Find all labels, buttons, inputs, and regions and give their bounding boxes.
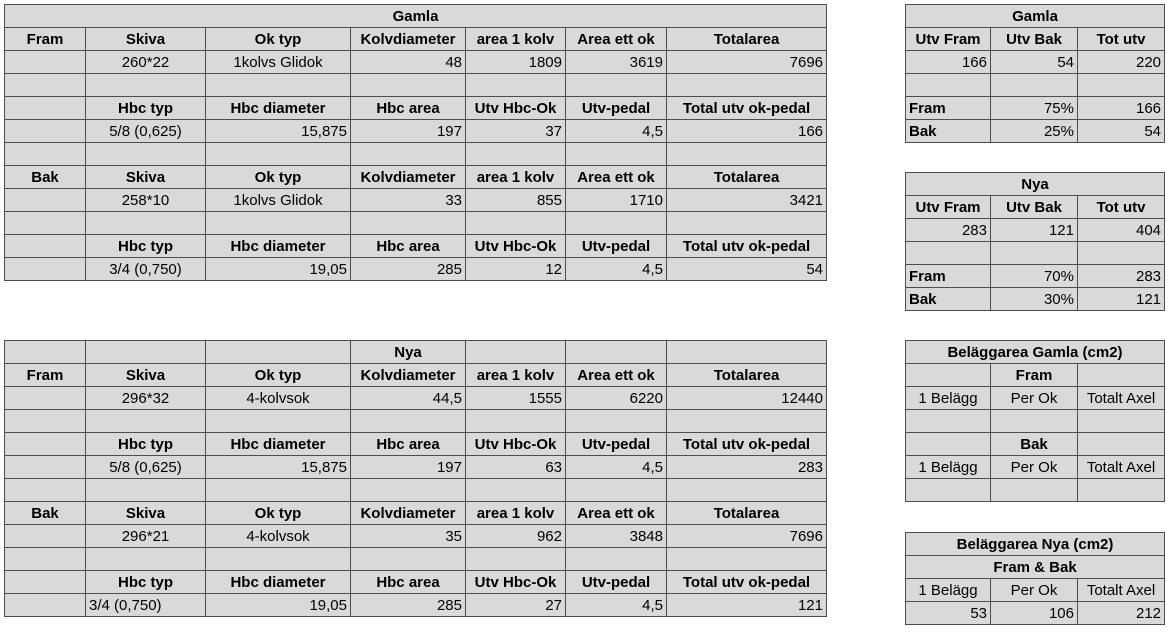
nya-summary-title-row	[906, 173, 1165, 196]
value-cell[interactable]: 33	[351, 189, 466, 212]
empty-cell[interactable]	[566, 410, 667, 433]
nya-table	[4, 340, 827, 617]
header-cell[interactable]: Hbc area	[351, 433, 466, 456]
header-cell[interactable]: Utv Hbc-Ok	[466, 571, 566, 594]
nya-fram-hbc-header-row	[5, 433, 827, 456]
value-cell[interactable]: 212	[1078, 602, 1165, 625]
header-cell[interactable]: Area ett ok	[566, 502, 667, 525]
header-cell[interactable]: Total utv ok-pedal	[667, 97, 827, 120]
gamla-fram-hbc-values-row	[5, 120, 827, 143]
empty-cell[interactable]	[466, 74, 566, 97]
empty-cell[interactable]	[86, 548, 206, 571]
value-cell[interactable]: 1 Belägg	[906, 456, 991, 479]
empty-cell[interactable]	[667, 143, 827, 166]
empty-cell[interactable]	[5, 143, 86, 166]
header-cell[interactable]: Hbc diameter	[206, 235, 351, 258]
empty-row	[5, 548, 827, 571]
belagg-nya-table	[905, 532, 1165, 625]
value-cell[interactable]: 166	[1078, 97, 1165, 120]
header-cell[interactable]: Ok typ	[206, 166, 351, 189]
header-cell[interactable]: area 1 kolv	[466, 166, 566, 189]
value-cell[interactable]: 7696	[667, 525, 827, 548]
value-cell[interactable]: 30%	[991, 288, 1078, 311]
header-cell[interactable]: area 1 kolv	[466, 364, 566, 387]
value-cell[interactable]: Per Ok	[991, 387, 1078, 410]
header-cell[interactable]: Tot utv	[1078, 196, 1165, 219]
value-cell[interactable]: 25%	[991, 120, 1078, 143]
gamla-title-row	[5, 5, 827, 28]
empty-cell[interactable]	[5, 433, 86, 456]
value-cell[interactable]: 12440	[667, 387, 827, 410]
nya-summary-title[interactable]: Nya	[906, 173, 1165, 196]
empty-cell[interactable]	[566, 341, 667, 364]
nya-summary-values-row	[906, 219, 1165, 242]
value-cell[interactable]: 54	[991, 51, 1078, 74]
gamla-summary-bak-row	[906, 120, 1165, 143]
header-cell[interactable]: Totalarea	[667, 166, 827, 189]
empty-cell[interactable]	[86, 143, 206, 166]
empty-row	[5, 74, 827, 97]
belagg-nya-subtitle[interactable]: Fram & Bak	[906, 556, 1165, 579]
value-cell[interactable]: 4,5	[566, 456, 667, 479]
empty-cell[interactable]	[466, 479, 566, 502]
value-cell[interactable]: 258*10	[86, 189, 206, 212]
empty-cell[interactable]	[1078, 242, 1165, 265]
empty-row	[5, 479, 827, 502]
row-label[interactable]: Bak	[906, 120, 991, 143]
value-cell[interactable]: 197	[351, 456, 466, 479]
value-cell[interactable]: 283	[906, 219, 991, 242]
empty-cell[interactable]	[906, 364, 991, 387]
header-cell[interactable]: Totalarea	[667, 364, 827, 387]
header-cell[interactable]: Kolvdiameter	[351, 28, 466, 51]
empty-cell[interactable]	[466, 341, 566, 364]
header-cell[interactable]: Utv-pedal	[566, 433, 667, 456]
value-cell[interactable]: Totalt Axel	[1078, 456, 1165, 479]
gamla-summary-fram-row	[906, 97, 1165, 120]
header-cell[interactable]: Hbc diameter	[206, 433, 351, 456]
header-cell[interactable]: Hbc typ	[86, 571, 206, 594]
empty-cell[interactable]	[906, 74, 991, 97]
value-cell[interactable]: 1kolvs Glidok	[206, 51, 351, 74]
value-cell[interactable]: 37	[466, 120, 566, 143]
gamla-fram-header-row	[5, 28, 827, 51]
empty-cell[interactable]	[906, 479, 991, 502]
gamla-bak-hbc-values-row	[5, 258, 827, 281]
empty-cell[interactable]	[5, 410, 86, 433]
empty-cell[interactable]	[5, 120, 86, 143]
header-cell[interactable]: Area ett ok	[566, 364, 667, 387]
header-cell[interactable]: Hbc diameter	[206, 97, 351, 120]
belagg-nya-subtitle-row	[906, 556, 1165, 579]
header-cell[interactable]: Skiva	[86, 502, 206, 525]
gamla-fram-label[interactable]: Fram	[5, 28, 86, 51]
value-cell[interactable]: 1710	[566, 189, 667, 212]
header-cell[interactable]: Hbc typ	[86, 433, 206, 456]
header-cell[interactable]: Kolvdiameter	[351, 364, 466, 387]
empty-cell[interactable]	[1078, 410, 1165, 433]
belagg-nya-title[interactable]: Beläggarea Nya (cm2)	[906, 533, 1165, 556]
gamla-bak-label[interactable]: Bak	[5, 166, 86, 189]
nya-fram-label[interactable]: Fram	[5, 364, 86, 387]
row-label[interactable]: Fram	[906, 97, 991, 120]
empty-cell[interactable]	[351, 479, 466, 502]
empty-cell[interactable]	[206, 74, 351, 97]
nya-fram-values-row	[5, 387, 827, 410]
empty-cell[interactable]	[566, 212, 667, 235]
value-cell[interactable]: 1555	[466, 387, 566, 410]
value-cell[interactable]: 7696	[667, 51, 827, 74]
belagg-gamla-bak-label-row	[906, 433, 1165, 456]
empty-cell[interactable]	[566, 74, 667, 97]
row-label[interactable]: Fram	[906, 265, 991, 288]
belagg-nya-header-row	[906, 579, 1165, 602]
value-cell[interactable]: 285	[351, 594, 466, 617]
row-label[interactable]: Bak	[906, 288, 991, 311]
empty-cell[interactable]	[206, 341, 351, 364]
header-cell[interactable]: Hbc area	[351, 571, 466, 594]
empty-cell[interactable]	[991, 74, 1078, 97]
header-cell[interactable]: Hbc area	[351, 97, 466, 120]
empty-cell[interactable]	[667, 74, 827, 97]
gamla-fram-values-row	[5, 51, 827, 74]
value-cell[interactable]: 106	[991, 602, 1078, 625]
nya-summary-fram-row	[906, 265, 1165, 288]
nya-title-row	[5, 341, 827, 364]
empty-cell[interactable]	[906, 433, 991, 456]
belagg-gamla-bak-row	[906, 456, 1165, 479]
header-cell[interactable]: Utv-pedal	[566, 235, 667, 258]
value-cell[interactable]: 855	[466, 189, 566, 212]
header-cell[interactable]: Tot utv	[1078, 28, 1165, 51]
empty-cell[interactable]	[566, 548, 667, 571]
value-cell[interactable]: 19,05	[206, 594, 351, 617]
empty-cell[interactable]	[86, 479, 206, 502]
value-cell[interactable]: 220	[1078, 51, 1165, 74]
value-cell[interactable]: 166	[906, 51, 991, 74]
empty-cell[interactable]	[5, 74, 86, 97]
header-cell[interactable]: Area ett ok	[566, 166, 667, 189]
empty-cell[interactable]	[5, 189, 86, 212]
header-cell[interactable]: Hbc typ	[86, 235, 206, 258]
value-cell[interactable]: 260*22	[86, 51, 206, 74]
gamla-fram-hbc-header-row	[5, 97, 827, 120]
header-cell[interactable]: Total utv ok-pedal	[667, 433, 827, 456]
empty-cell[interactable]	[5, 51, 86, 74]
section-label[interactable]: Fram	[991, 364, 1078, 387]
value-cell[interactable]: 5/8 (0,625)	[86, 456, 206, 479]
empty-cell[interactable]	[991, 479, 1078, 502]
value-cell[interactable]: 1809	[466, 51, 566, 74]
header-cell[interactable]: Utv Hbc-Ok	[466, 235, 566, 258]
empty-cell[interactable]	[5, 456, 86, 479]
value-cell[interactable]: 4-kolvsok	[206, 387, 351, 410]
value-cell[interactable]: 962	[466, 525, 566, 548]
value-cell[interactable]: 404	[1078, 219, 1165, 242]
header-cell[interactable]: Totalarea	[667, 28, 827, 51]
empty-cell[interactable]	[991, 242, 1078, 265]
empty-row	[906, 410, 1165, 433]
header-cell[interactable]: Utv-pedal	[566, 97, 667, 120]
value-cell[interactable]: 35	[351, 525, 466, 548]
empty-row	[906, 242, 1165, 265]
empty-cell[interactable]	[1078, 433, 1165, 456]
empty-cell[interactable]	[906, 410, 991, 433]
nya-bak-values-row	[5, 525, 827, 548]
gamla-title[interactable]: Gamla	[5, 5, 827, 28]
nya-summary-bak-row	[906, 288, 1165, 311]
value-cell[interactable]: 27	[466, 594, 566, 617]
value-cell[interactable]: 1 Belägg	[906, 387, 991, 410]
empty-cell[interactable]	[5, 571, 86, 594]
header-cell[interactable]: Utv Bak	[991, 28, 1078, 51]
value-cell[interactable]: 53	[906, 602, 991, 625]
gamla-summary-header-row	[906, 28, 1165, 51]
gamla-bak-hbc-header-row	[5, 235, 827, 258]
empty-cell[interactable]	[86, 74, 206, 97]
belagg-nya-title-row	[906, 533, 1165, 556]
value-cell[interactable]: 3619	[566, 51, 667, 74]
header-cell[interactable]: Hbc diameter	[206, 571, 351, 594]
value-cell[interactable]: 19,05	[206, 258, 351, 281]
value-cell[interactable]: 296*21	[86, 525, 206, 548]
empty-cell[interactable]	[5, 341, 86, 364]
value-cell[interactable]: 121	[667, 594, 827, 617]
empty-cell[interactable]	[466, 548, 566, 571]
empty-cell[interactable]	[5, 258, 86, 281]
empty-cell[interactable]	[206, 548, 351, 571]
empty-cell[interactable]	[5, 97, 86, 120]
value-cell[interactable]: 63	[466, 456, 566, 479]
empty-cell[interactable]	[906, 242, 991, 265]
empty-row	[906, 74, 1165, 97]
empty-cell[interactable]	[86, 341, 206, 364]
value-cell[interactable]: 296*32	[86, 387, 206, 410]
empty-cell[interactable]	[667, 341, 827, 364]
empty-cell[interactable]	[5, 548, 86, 571]
nya-bak-header-row	[5, 502, 827, 525]
value-cell[interactable]: 4,5	[566, 594, 667, 617]
empty-cell[interactable]	[5, 479, 86, 502]
value-cell[interactable]: Per Ok	[991, 456, 1078, 479]
belagg-gamla-title[interactable]: Beläggarea Gamla (cm2)	[906, 341, 1165, 364]
gamla-table	[4, 4, 827, 281]
header-cell[interactable]: Total utv ok-pedal	[667, 235, 827, 258]
empty-cell[interactable]	[206, 143, 351, 166]
value-cell[interactable]: 3421	[667, 189, 827, 212]
header-cell[interactable]: Utv Bak	[991, 196, 1078, 219]
value-cell[interactable]: 1kolvs Glidok	[206, 189, 351, 212]
empty-cell[interactable]	[351, 548, 466, 571]
nya-summary-table	[905, 172, 1165, 311]
empty-cell[interactable]	[86, 212, 206, 235]
empty-cell[interactable]	[566, 143, 667, 166]
empty-cell[interactable]	[5, 212, 86, 235]
empty-cell[interactable]	[351, 212, 466, 235]
value-cell[interactable]: 5/8 (0,625)	[86, 120, 206, 143]
empty-row	[5, 212, 827, 235]
empty-cell[interactable]	[991, 410, 1078, 433]
header-cell[interactable]: Skiva	[86, 28, 206, 51]
header-cell[interactable]: Utv Hbc-Ok	[466, 97, 566, 120]
nya-summary-header-row	[906, 196, 1165, 219]
value-cell[interactable]: 70%	[991, 265, 1078, 288]
header-cell[interactable]: Kolvdiameter	[351, 502, 466, 525]
empty-cell[interactable]	[466, 143, 566, 166]
header-cell[interactable]: Skiva	[86, 364, 206, 387]
value-cell[interactable]: 15,875	[206, 120, 351, 143]
header-cell[interactable]: Ok typ	[206, 364, 351, 387]
value-cell[interactable]: Per Ok	[991, 579, 1078, 602]
value-cell[interactable]: 166	[667, 120, 827, 143]
empty-cell[interactable]	[466, 410, 566, 433]
gamla-summary-title[interactable]: Gamla	[906, 5, 1165, 28]
value-cell[interactable]: 75%	[991, 97, 1078, 120]
value-cell[interactable]: 283	[667, 456, 827, 479]
value-cell[interactable]: 197	[351, 120, 466, 143]
value-cell[interactable]: 283	[1078, 265, 1165, 288]
belagg-nya-values-row	[906, 602, 1165, 625]
gamla-summary-values-row	[906, 51, 1165, 74]
empty-cell[interactable]	[667, 548, 827, 571]
empty-cell[interactable]	[667, 479, 827, 502]
value-cell[interactable]: 285	[351, 258, 466, 281]
value-cell[interactable]: Totalt Axel	[1078, 387, 1165, 410]
gamla-bak-header-row	[5, 166, 827, 189]
nya-bak-hbc-values-row	[5, 594, 827, 617]
value-cell[interactable]: 6220	[566, 387, 667, 410]
belagg-gamla-fram-row	[906, 387, 1165, 410]
empty-cell[interactable]	[5, 387, 86, 410]
empty-cell[interactable]	[206, 410, 351, 433]
header-cell[interactable]: Kolvdiameter	[351, 166, 466, 189]
empty-row	[906, 479, 1165, 502]
gamla-summary-table	[905, 4, 1165, 143]
empty-cell[interactable]	[1078, 479, 1165, 502]
value-cell[interactable]: 54	[667, 258, 827, 281]
value-cell[interactable]: Totalt Axel	[1078, 579, 1165, 602]
header-cell[interactable]: Ok typ	[206, 502, 351, 525]
gamla-summary-title-row	[906, 5, 1165, 28]
value-cell[interactable]: 3848	[566, 525, 667, 548]
header-cell[interactable]: Utv Fram	[906, 28, 991, 51]
value-cell[interactable]: 48	[351, 51, 466, 74]
value-cell[interactable]: 3/4 (0,750)	[86, 594, 206, 617]
empty-cell[interactable]	[5, 235, 86, 258]
belagg-gamla-title-row	[906, 341, 1165, 364]
gamla-bak-values-row	[5, 189, 827, 212]
section-label[interactable]: Bak	[991, 433, 1078, 456]
empty-cell[interactable]	[351, 143, 466, 166]
empty-cell[interactable]	[1078, 74, 1165, 97]
header-cell[interactable]: Hbc typ	[86, 97, 206, 120]
empty-cell[interactable]	[667, 410, 827, 433]
value-cell[interactable]: 15,875	[206, 456, 351, 479]
header-cell[interactable]: Total utv ok-pedal	[667, 571, 827, 594]
value-cell[interactable]: 4,5	[566, 120, 667, 143]
header-cell[interactable]: Ok typ	[206, 28, 351, 51]
empty-cell[interactable]	[5, 594, 86, 617]
nya-bak-hbc-header-row	[5, 571, 827, 594]
empty-cell[interactable]	[351, 410, 466, 433]
value-cell[interactable]: 54	[1078, 120, 1165, 143]
nya-fram-hbc-values-row	[5, 456, 827, 479]
value-cell[interactable]: 4-kolvsok	[206, 525, 351, 548]
value-cell[interactable]: 121	[1078, 288, 1165, 311]
empty-cell[interactable]	[206, 212, 351, 235]
nya-bak-label[interactable]: Bak	[5, 502, 86, 525]
value-cell[interactable]: 121	[991, 219, 1078, 242]
empty-cell[interactable]	[1078, 364, 1165, 387]
empty-cell[interactable]	[86, 410, 206, 433]
header-cell[interactable]: Hbc area	[351, 235, 466, 258]
empty-cell[interactable]	[466, 212, 566, 235]
empty-cell[interactable]	[351, 74, 466, 97]
empty-row	[5, 143, 827, 166]
belagg-gamla-table	[905, 340, 1165, 502]
empty-cell[interactable]	[206, 479, 351, 502]
empty-cell[interactable]	[5, 525, 86, 548]
empty-row	[5, 410, 827, 433]
nya-title[interactable]: Nya	[351, 341, 466, 364]
value-cell[interactable]: 3/4 (0,750)	[86, 258, 206, 281]
value-cell[interactable]: 12	[466, 258, 566, 281]
header-cell[interactable]: Utv Fram	[906, 196, 991, 219]
header-cell[interactable]: Utv Hbc-Ok	[466, 433, 566, 456]
value-cell[interactable]: 4,5	[566, 258, 667, 281]
header-cell[interactable]: Totalarea	[667, 502, 827, 525]
nya-fram-header-row	[5, 364, 827, 387]
value-cell[interactable]: 44,5	[351, 387, 466, 410]
empty-cell[interactable]	[667, 212, 827, 235]
header-cell[interactable]: Utv-pedal	[566, 571, 667, 594]
header-cell[interactable]: area 1 kolv	[466, 502, 566, 525]
empty-cell[interactable]	[566, 479, 667, 502]
header-cell[interactable]: Skiva	[86, 166, 206, 189]
header-cell[interactable]: area 1 kolv	[466, 28, 566, 51]
header-cell[interactable]: Area ett ok	[566, 28, 667, 51]
belagg-gamla-fram-label-row	[906, 364, 1165, 387]
value-cell[interactable]: 1 Belägg	[906, 579, 991, 602]
